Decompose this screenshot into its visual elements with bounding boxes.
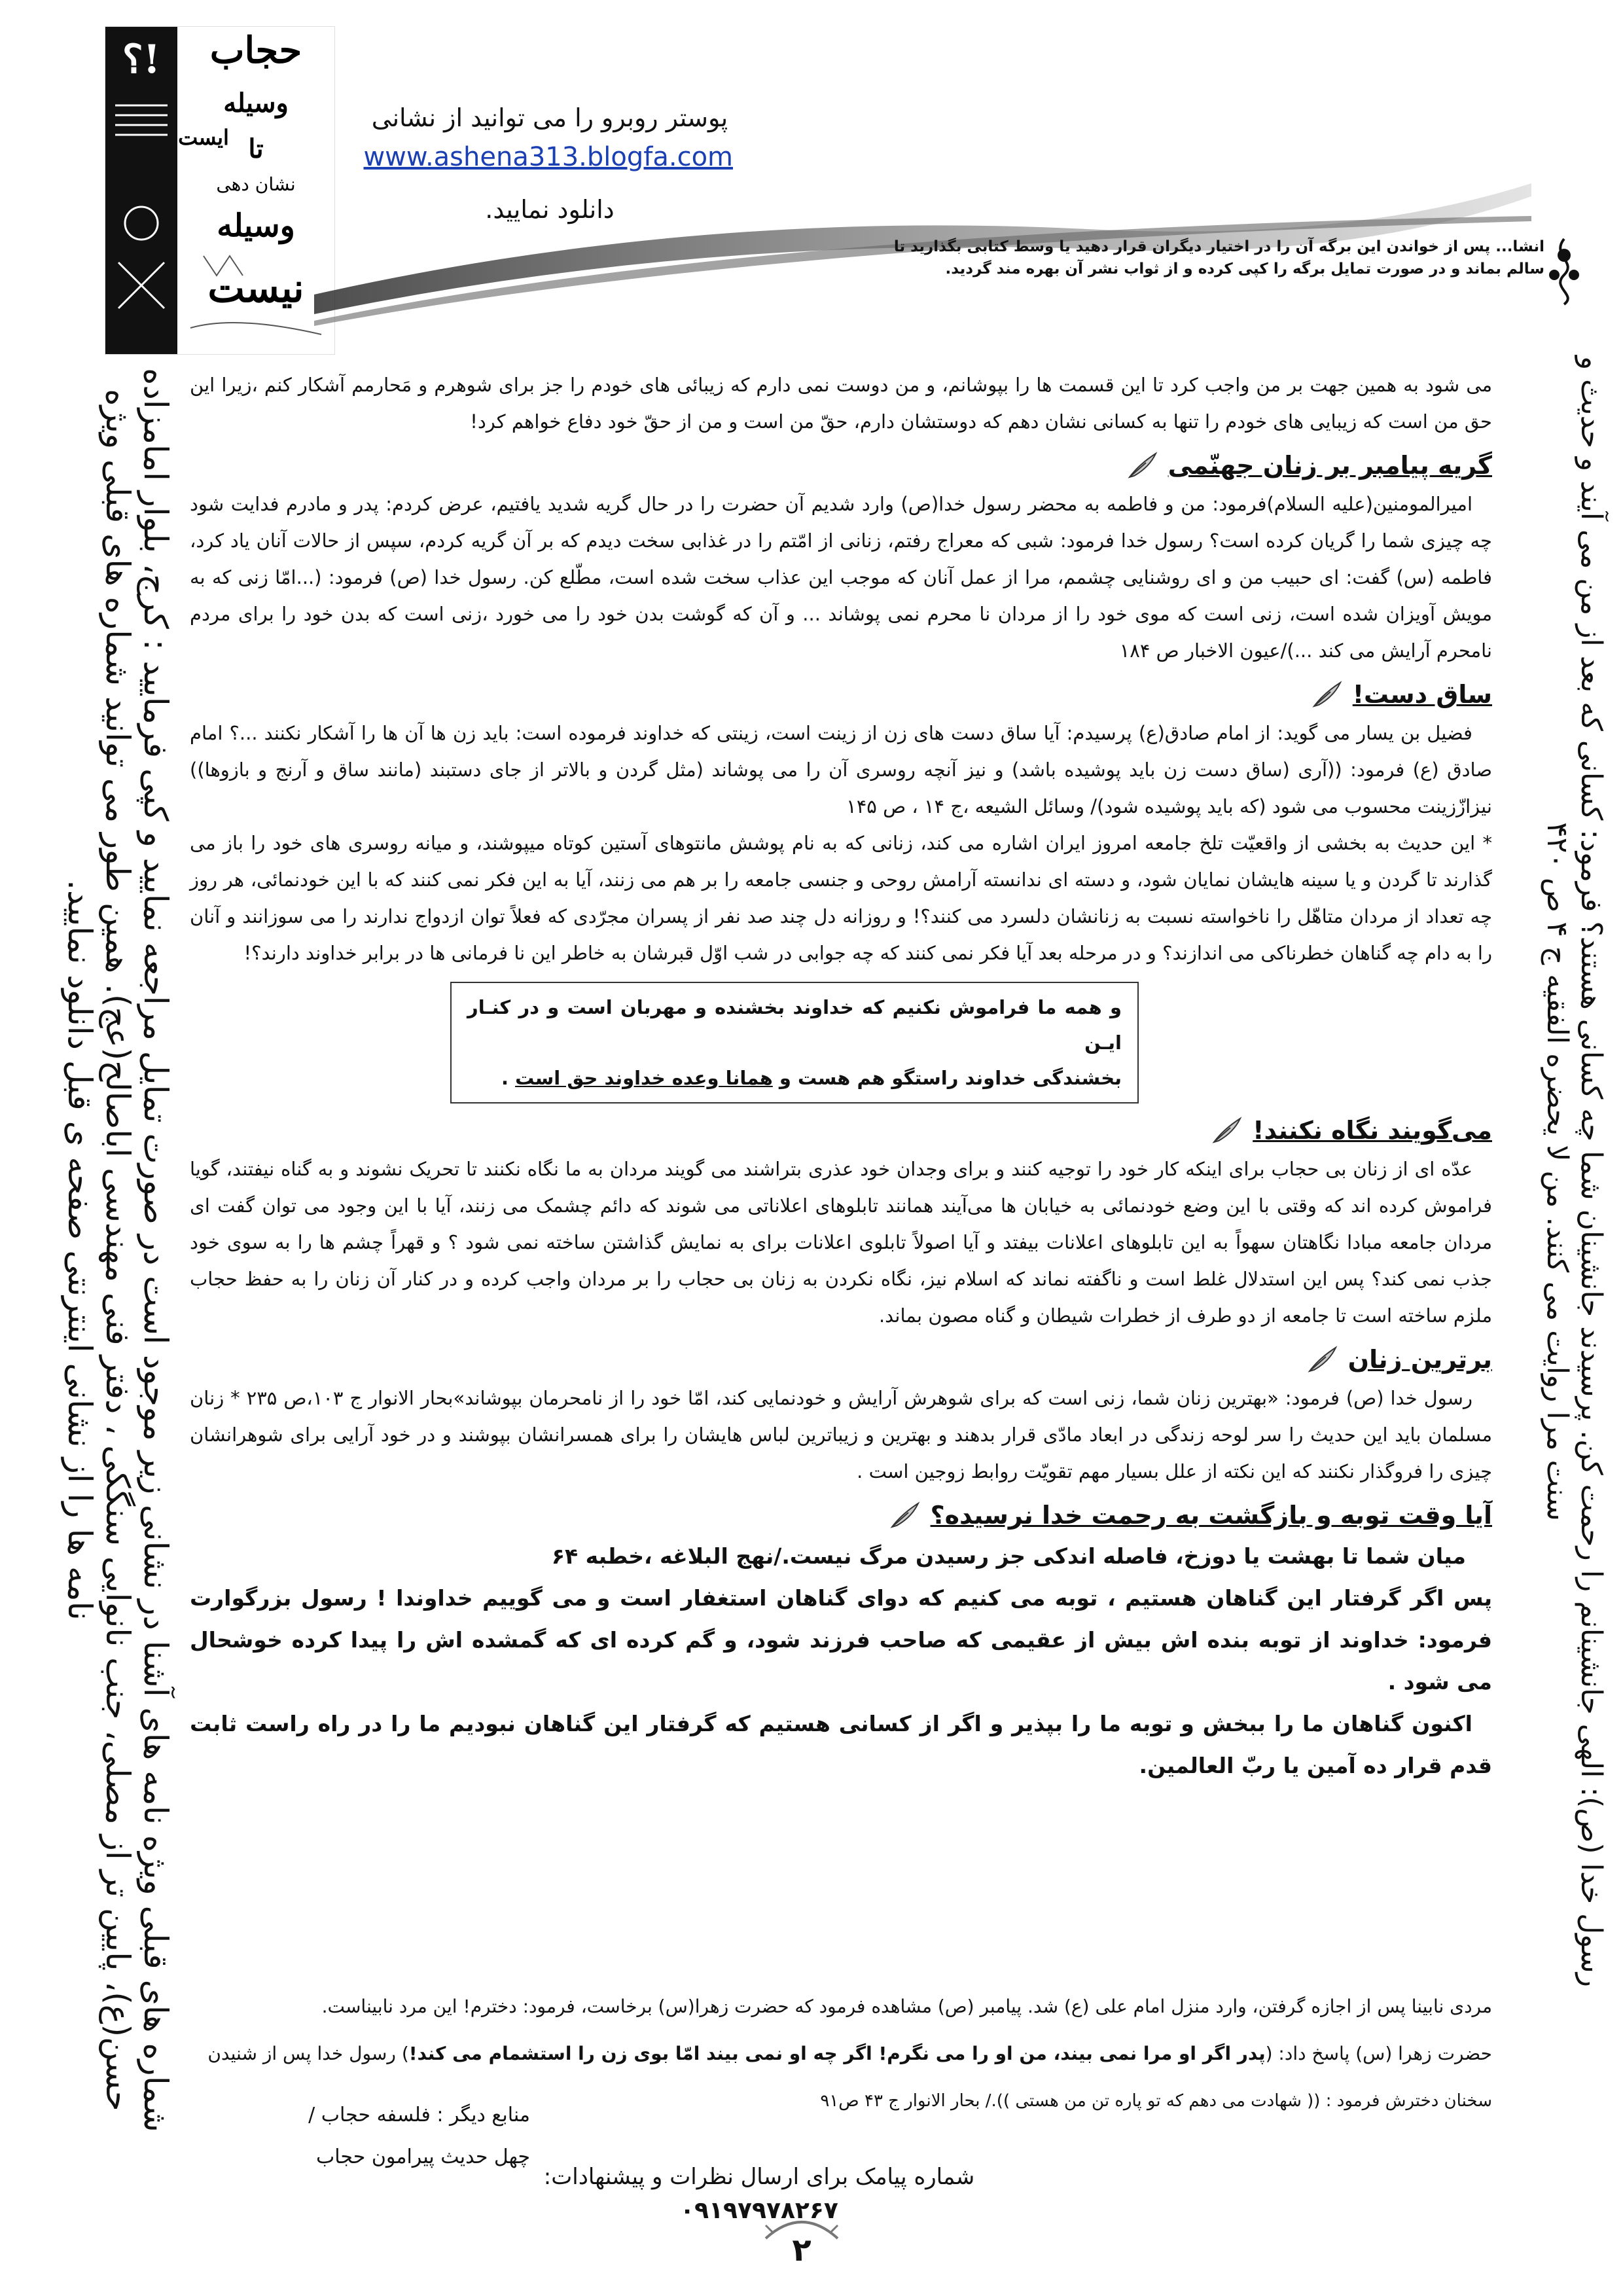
section-text-4: رسول خدا (ص) فرمود: «بهترین زنان شما، زنی است که برای شوهرش آرایش و خودنمایی کند، امّا خود را از نامحرمان بپوشاند»بحار الانوار ج ۱۰۳،ص ۲۳۵ * زنان مسلمان باید این حدیث را سر لوحه زندگی در ابعاد مادّی قرار بدهند و بهترین و زیباترین لباس هایشان را برای همسرانشان بپوشند و در خود آرایی برای شوهرانشان چیزی را فروگذار نکنند که این نکته از علل بسیار مهم تقویّت روابط زوجین است .: [190, 1387, 1492, 1482]
main-content: [190, 367, 1492, 1787]
section-text-5b: پس اگر گرفتار این گناهان هستیم ، توبه می کنیم که دوای گناهان استغفار است و می گوییم خداوندا ! رسول بزرگوارت فرمود: خداوند از توبه بنده اش بیش از عقیمی که صاحب فرزند شود، و گم کرده ای که گمشده اش را پیدا کرده خوشحال می شود .: [190, 1585, 1492, 1695]
intro-paragraph: می شود به همین جهت بر من واجب کرد تا این قسمت ها را بپوشانم، و من دوست نمی دارم که زیبائی های خودم را جز برای شوهرم و مَحارمم آشکار کنم ،زیرا این حق من است که زیبایی های خودم را تنها به کسانی نشان دهم که دوستشان دارم، حقّ من است و من از حقّ خود دفاع خواهم کرد!: [190, 374, 1492, 433]
logo-word-hijab: حجاب: [209, 29, 302, 72]
side-hadith-right-text: رسول خدا (ص): الهی جانشینانم را رحمت کن. پرسیدند جانشینان شما چه کسانی هستند؟ فرمود: کسانی که بعد از من می آیند و حدیث و سنت مرا روایت می کنند. من لا یحضره الفقیه ج ۴ ص ۴۲۰: [1541, 355, 1608, 1987]
footnote-line1: مردی نابینا پس از اجازه گرفتن، وارد منزل امام علی (ع) شد. پیامبر (ص) مشاهده فرمود که حضرت زهرا(س) برخاست، فرمود: دخترم! این مرد نابیناست.: [321, 1996, 1492, 2017]
logo-word-ist: ایست: [178, 125, 229, 150]
side-note-left: [61, 367, 175, 2134]
section-heading-2: [190, 674, 1492, 715]
quill-icon: [1306, 1345, 1339, 1374]
sources-line2: چهل حدیث پیرامون حجاب: [316, 2145, 530, 2168]
other-sources: [308, 2094, 530, 2178]
quill-icon: [1311, 680, 1344, 709]
section-title-4: برترین زنان: [1347, 1345, 1492, 1374]
sms-number: ۰۹۱۹۷۹۷۸۲۶۷: [680, 2197, 838, 2224]
boxed-quote-line2b: همانا وعده خداوند حق است: [515, 1067, 773, 1089]
logo-word-ta: تا: [248, 134, 264, 164]
logo-marks: ؟!: [122, 37, 161, 82]
section-title-1: گریه پیامبر بر زنان جهنّمی: [1168, 451, 1492, 480]
blog-url-link[interactable]: www.ashena313.blogfa.com: [363, 142, 733, 172]
boxed-quote: [450, 982, 1139, 1103]
section-text-3: عدّه ای از زنان بی حجاب برای اینکه کار خود را توجیه کنند و برای وجدان خود عذری بتراشند می گویند مردان به ما نگاه نکنند تا تحریک نشوند و به گناه نیفتند، گویا فراموش کرده اند که وقتی با این وضع خودنمائی به خیابان ها می‌آیند همانند تابلوهای اعلاناتی می شوند که دائم چشمک می زنند، آیا با این وجود می توان گفت ای مردان جامعه مبادا نگاهتان سهواً به این تابلوهای اعلانات بیفتد و آیا اصولاً تابلوی اعلانات برای به نمایش گذاشتن ساخته نمی شود ؟ و قهراً چشم ها را به سوی خود جذب نمی کند؟ پس این استدلال غلط است و ناگفته نماند که اسلام نیز، نگاه نکردن به زنان بی حجاب را بر مردان واجب کرده و در کنار آن زنان را به حفظ حجاب ملزم ساخته است تا جامعه از دو طرف از خطرات شیطان و گناه مصون بماند.: [190, 1158, 1492, 1327]
logo-word-neshan: نشان دهی: [216, 173, 296, 195]
footnote-line2a: حضرت زهرا (س) پاسخ داد: (: [1265, 2043, 1492, 2064]
ornament-icon: [1538, 236, 1590, 308]
logo-word-vasile1: وسیله: [223, 88, 289, 118]
section-title-2: ساق دست!: [1352, 680, 1492, 709]
quill-icon: [1211, 1116, 1243, 1145]
boxed-quote-line2a: بخشندگی خداوند راستگو هم هست و: [772, 1067, 1122, 1089]
section-heading-5: [190, 1495, 1492, 1535]
side-hadith-right: [1525, 353, 1623, 1990]
page-number: [753, 2212, 851, 2284]
share-note: انشا... پس از خواندن این برگه آن را در اختیار دیگران قرار دهید یا وسط کتابی بگذارید تا سالم بماند و در صورت تمایل برگه را کپی کرده و از ثواب نشر آن بهره مند گردید.: [893, 238, 1544, 278]
footnote-line3: سخنان دخترش فرمود : (( شهادت می دهم که تو پاره تن من هستی ))./ بحار الانوار ج ۴۳ ص۹۱: [820, 2091, 1492, 2111]
quill-icon: [889, 1501, 921, 1530]
poster-note-line1: پوستر روبرو را می توانید از نشانی: [371, 103, 728, 132]
quill-icon: [1126, 451, 1159, 480]
poster-art: [105, 27, 334, 354]
section-title-3: می‌گویند نگاه نکنند!: [1253, 1116, 1492, 1145]
footnote-line2b: پدر اگر او مرا نمی بیند، من او را می نگرم! اگر چه او نمی بیند امّا بوی زن را استشمام می کند!: [408, 2043, 1266, 2064]
section-title-5: آیا وقت توبه و بازگشت به رحمت خدا نرسیده؟: [930, 1501, 1492, 1530]
footnote-line2c: ) رسول خدا پس از شنیدن: [207, 2043, 409, 2064]
section-heading-4: [190, 1339, 1492, 1380]
side-note-left-text: شماره های قبلی ویژه نامه های آشنا در نشانی زیر موجود است در صورت تمایل مراجعه نمایید و کپی فرمایید : کرج، بلوار امامزاده حسن(ع)، پایین تر از مصلی، جنب نانوایی سنگکی ، دفتر فنی مهندسی اباصالح(عج). همین طور می توانید شماره های قبلی ویژه نامه ها را از نشانی اینترنتی صفحه ی قبل دانلود نمایید.: [61, 368, 175, 2132]
page-number-text: ۲: [792, 2232, 812, 2269]
section-text-5c: اکنون گناهان ما را ببخش و توبه ما را بپذیر و اگر از کسانی هستیم که گرفتار این گناهان نبودیم ما را در راه راست ثابت قدم قرار ده آمین یا ربّ العالمین.: [190, 1711, 1492, 1778]
section-text-1: امیرالمومنین(علیه السلام)فرمود: من و فاطمه به محضر رسول خدا(ص) وارد شدیم آن حضرت را در حال گریه شدید یافتیم، عرض کردم: پدر و مادرم فدایت شود چه چیزی شما را گریان کرده است؟ رسول خدا فرمود: شبی که معراج رفتم، زنانی از امّتم را در غذابی سخت دیدم که بر آن گریه کردم، سپس از حالات آنان یاد کرد، فاطمه (س) گفت: ای حبیب من و ای روشنایی چشمم، مرا از عمل آنان که موجب این عذاب سخت شده است، مطّلع کن. رسول خدا (ص) فرمود: (...امّا زنی که به مویش آویزان شده است، زنی است که موی خود را از مردان نا محرم نمی پوشاند ... و آن که گوشت بدن خود را می خورد ،زنی است که بدن خود را برای مردم نامحرم آرایش می کند ...)/عیون الاخبار ص ۱۸۴: [190, 493, 1492, 662]
logo-word-nist: نیست: [207, 266, 304, 312]
boxed-quote-line1: و همه ما فراموش نکنیم که خداوند بخشنده و مهربان است و در کنـار ایـن: [467, 996, 1122, 1054]
section-text-5a: میان شما تا بهشت یا دوزخ، فاصله اندکی جز رسیدن مرگ نیست./نهج البلاغه ،خطبه ۶۴: [551, 1543, 1466, 1569]
sms-label: شماره پیامک برای ارسال نظرات و پیشنهادات:: [543, 2164, 975, 2190]
logo-word-vasile2: وسیله: [217, 207, 295, 244]
section-heading-3: [190, 1110, 1492, 1151]
section-text-2a: فضیل بن یسار می گوید: از امام صادق(ع) پرسیدم: آیا ساق دست های زن از زینت است، زینتی که خداوند فرموده است: باید زن ها آن ها را آشکار نکنند ...؟ امام صادق (ع) فرمود: ((آری (ساق دست زن باید پوشیده باشد) و نیز آنچه روسری آن را می پوشاند (مثل گردن و بالاتر از جای دستبند (مانند ساق و آرنج و بازوها)) نیزازّزینت محسوب می شود (که باید پوشیده شود)/ وسائل الشیعه ،ج ۱۴ ، ص ۱۴۵: [190, 722, 1492, 817]
sources-line1: منابع دیگر : فلسفه حجاب /: [308, 2104, 530, 2126]
section-heading-1: [190, 445, 1492, 486]
poster-download-note: [363, 98, 733, 229]
section-text-2b: * این حدیث به بخشی از واقعیّت تلخ جامعه امروز ایران اشاره می کند، زنانی که به نام پوشش مانتوهای آستین کوتاه میپوشند، و میانه روسری های خود را باز می گذارند تا گردن و یا سینه هایشان نمایان شود، و دسته ای ندانسته آرامش روحی و جنسی جامعه را بر هم می زنند، آیا به این فکر نمی کنند که با این خودنمائی، هر روز چه تعداد از مردان متاهّل را ناخواسته نسبت به زنانشان دلسرد می کنند؟! و روزانه دل چند صد نفر از پسران مجرّدی که فعلاً توان ازدواج ندارند را می سوزانند و آنان را به دام چه گناهان خطرناکی می اندازند؟ و در مرحله بعد آیا فکر نمی کنند که چه جوابی در شب اوّل قبرشان به خاطر این نا فرمانی ها در برابر خداوند دارند؟!: [190, 832, 1492, 964]
boxed-quote-line2c: .: [501, 1067, 516, 1089]
poster-note-line3: دانلود نمایید.: [485, 195, 615, 224]
